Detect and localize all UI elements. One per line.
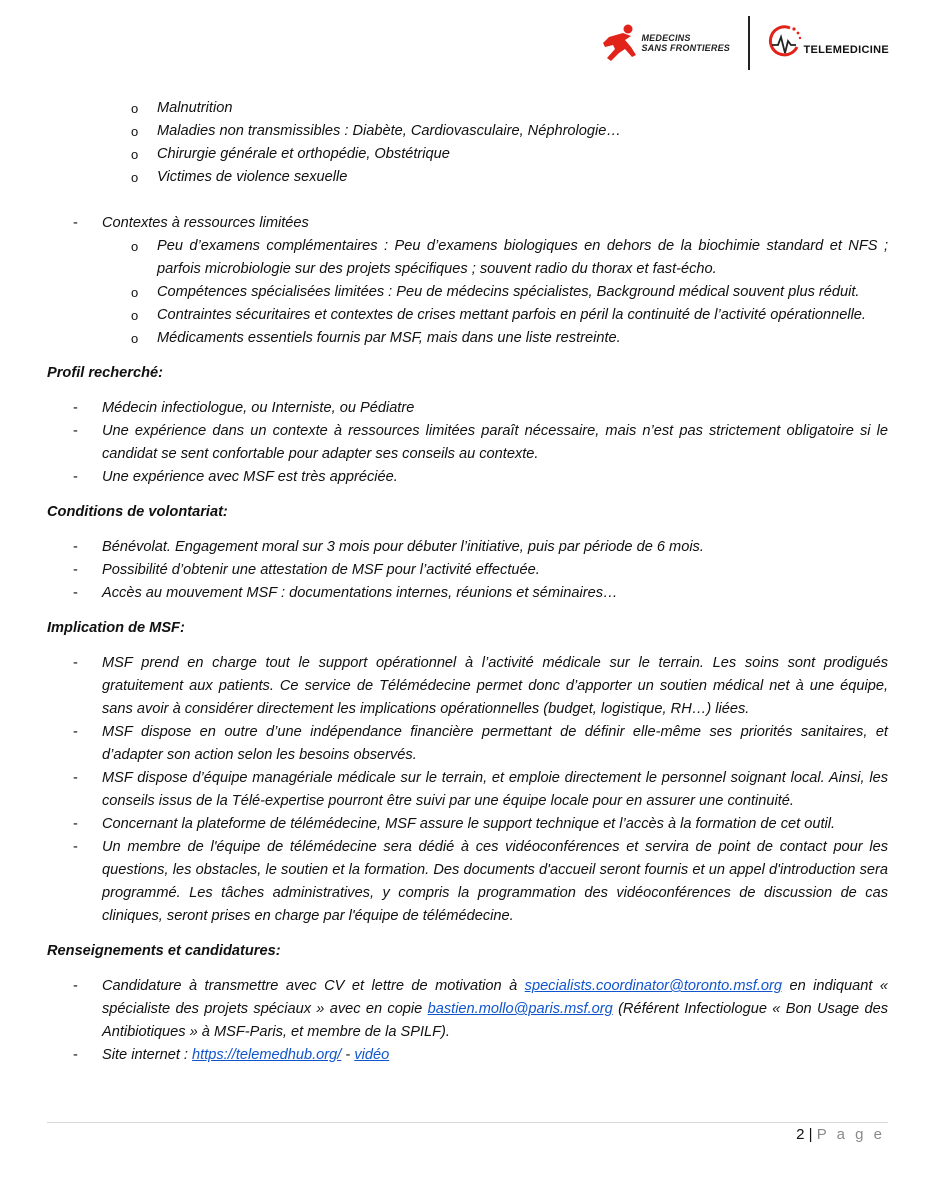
list-item: - Site internet : https://telemedhub.org/ - vidéo [73, 1047, 390, 1063]
contexts-list [47, 212, 888, 350]
footer-divider [47, 1122, 888, 1123]
logo-separator [748, 16, 750, 70]
telemedicine-logo [768, 23, 890, 63]
video-link[interactable]: vidéo [354, 1047, 390, 1063]
msf-line2: SANS FRONTIERES [641, 43, 730, 53]
page-footer [796, 1126, 885, 1143]
email-link-referent[interactable]: bastien.mollo@paris.msf.org [427, 1001, 613, 1017]
msf-line1: MEDECINS [641, 33, 691, 43]
list-item: - Une expérience dans un contexte à ressources limitées paraît nécessaire, mais n’est pas strictement obligatoire si le candidat se sent confortable pour adapter ses conseils au contexte. [73, 423, 888, 462]
implication-heading: Implication de MSF: [47, 620, 185, 636]
website-link[interactable]: https://telemedhub.org/ [192, 1047, 342, 1063]
page-label: P a g e [816, 1126, 885, 1143]
list-item: - Une expérience avec MSF est très appréciée. [73, 469, 398, 485]
conditions-heading: Conditions de volontariat: [47, 504, 228, 520]
list-item: o Victimes de violence sexuelle [131, 169, 348, 185]
profil-list [47, 397, 888, 489]
list-item: - Possibilité d’obtenir une attestation de MSF pour l’activité effectuée. [73, 562, 540, 578]
list-item: o Chirurgie générale et orthopédie, Obstétrique [131, 146, 450, 162]
list-item: o Malnutrition [131, 100, 233, 116]
email-link-coordinator[interactable]: specialists.coordinator@toronto.msf.org [524, 978, 782, 994]
list-item: - Candidature à transmettre avec CV et lettre de motivation à specialists.coordinator@toronto.msf.org en indiquant « spécialiste des projets spéciaux » avec en copie bastien.mollo@paris.msf.org (Référent Infectiologue « Bon Usage des Antibiotiques » à MSF-Paris, et membre de la SPILF). [73, 978, 889, 1040]
candidatures-list [47, 975, 888, 1067]
pathologies-list [47, 97, 888, 189]
list-item: - Contextes à ressources limitées o Peu d’examens complémentaires : Peu d’examens biologiques en dehors de la biochimie standard et NFS ; parfois microbiologie sur des projets spécifiques ; souvent radio du thorax et fast-écho. o Compétences spécialisées limitées : Peu de médecins spécialistes, Background médical souvent plus réduit. o Contraintes sécuritaires et contextes de crises mettant parfois en péril la continuité de l’activité opérationnelle. o Médicaments essentiels fournis par MSF, mais dans une liste restreinte. [47, 212, 888, 350]
telemedicine-heartbeat-icon [768, 23, 802, 63]
implication-list [47, 652, 888, 928]
list-item: - Bénévolat. Engagement moral sur 3 mois pour débuter l’initiative, puis par période de 6 mois. [73, 539, 704, 555]
telemedicine-wordmark: TELEMEDICINE [803, 44, 889, 56]
msf-wordmark [641, 33, 730, 53]
list-item: o Contraintes sécuritaires et contextes de crises mettant parfois en péril la continuité de l’activité opérationnelle. [131, 307, 866, 323]
list-item: - MSF dispose en outre d’une indépendance financière permettant de définir elle-même ses priorités sanitaires, et d’adapter son action selon les besoins observés. [73, 724, 888, 763]
list-item: - Concernant la plateforme de télémédecine, MSF assure le support technique et l’accès à la formation de cet outil. [73, 816, 836, 832]
msf-runner-icon [601, 23, 639, 63]
document-body [47, 97, 888, 1067]
footer-separator: | [808, 1126, 813, 1143]
list-item: - Un membre de l'équipe de télémédecine sera dédié à ces vidéoconférences et servira de point de contact pour les questions, les obstacles, le soutien et la formation. Des documents d'accueil seront fournis et un appel d'introduction sera programmé. Les tâches administratives, y compris la programmation des vidéoconférences de discussion de cas cliniques, seront prises en charge par l'équipe de télémédecine. [73, 839, 888, 924]
list-item: - MSF prend en charge tout le support opérationnel à l’activité médicale sur le terrain. Les soins sont prodigués gratuitement aux patients. Ce service de Télémédecine permet donc d’apporter un soutien médical net à une équipe, sans avoir à considérer directement les implications opérationnelles (budget, logistique, RH…) liées. [73, 655, 888, 717]
profil-heading: Profil recherché: [47, 365, 163, 381]
page-number: 2 [796, 1126, 805, 1143]
msf-logo [601, 23, 730, 63]
list-item: o Maladies non transmissibles : Diabète, Cardiovasculaire, Néphrologie… [131, 123, 621, 139]
list-item: o Compétences spécialisées limitées : Peu de médecins spécialistes, Background médical souvent plus réduit. [131, 284, 860, 300]
contexts-sublist [102, 235, 888, 350]
list-item: o Peu d’examens complémentaires : Peu d’examens biologiques en dehors de la biochimie standard et NFS ; parfois microbiologie sur des projets spécifiques ; souvent radio du thorax et fast-écho. [131, 238, 888, 277]
list-item: - Accès au mouvement MSF : documentations internes, réunions et séminaires… [73, 585, 618, 601]
list-item: - MSF dispose d’équipe managériale médicale sur le terrain, et emploie directement le personnel soignant local. Ainsi, les conseils issus de la Télé-expertise pourront être suivi par une équipe locale pour en assurer une continuité. [73, 770, 888, 809]
list-item: - Médecin infectiologue, ou Interniste, ou Pédiatre [73, 400, 415, 416]
candidatures-heading: Renseignements et candidatures: [47, 943, 281, 959]
conditions-list [47, 536, 888, 605]
header [601, 14, 889, 72]
contexts-title: Contextes à ressources limitées [102, 215, 309, 231]
list-item: o Médicaments essentiels fournis par MSF, mais dans une liste restreinte. [131, 330, 621, 346]
